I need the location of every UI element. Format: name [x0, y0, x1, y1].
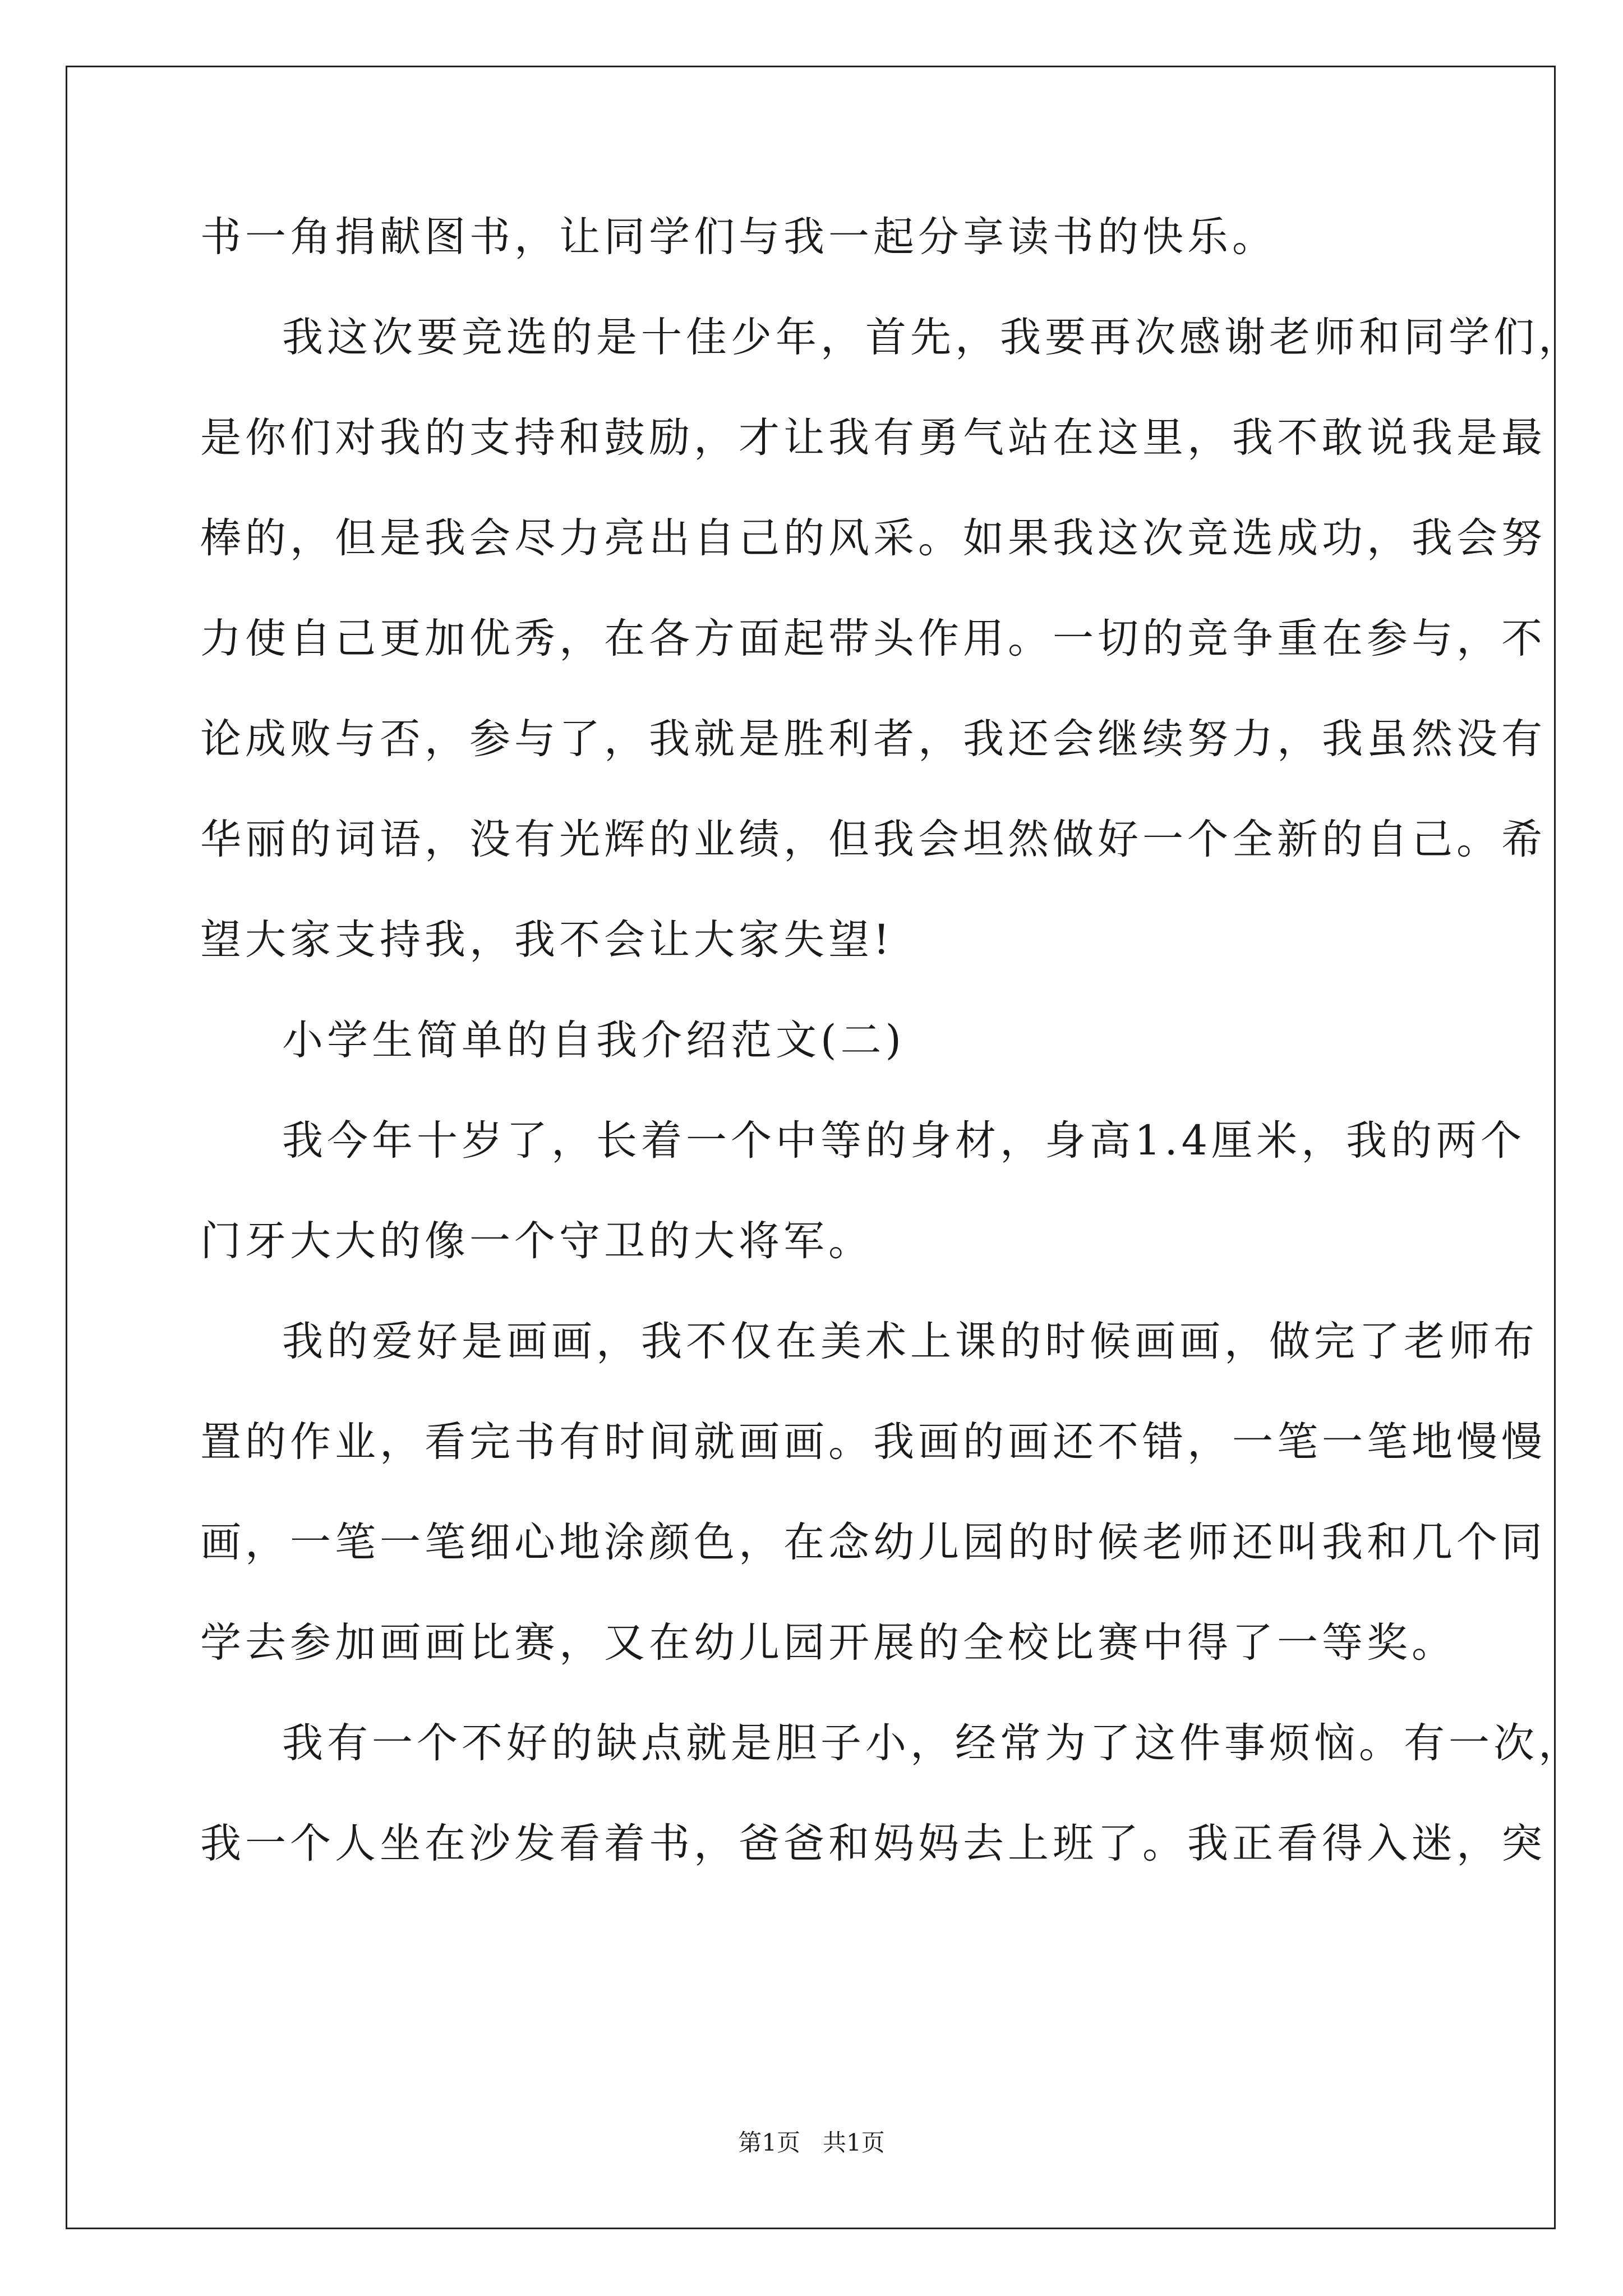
- text-line: 我一个人坐在沙发看着书，爸爸和妈妈去上班了。我正看得入迷，突: [200, 1820, 1546, 1867]
- page-number: 第1页: [738, 2129, 800, 2156]
- text-line: 画，一笔一笔细心地涂颜色，在念幼儿园的时候老师还叫我和几个同: [200, 1519, 1546, 1566]
- text-line: 力使自己更加优秀，在各方面起带头作用。一切的竞争重在参与，不: [200, 615, 1546, 662]
- text-line: 书一角捐献图书，让同学们与我一起分享读书的快乐。: [200, 213, 1277, 261]
- paragraph-start-line: 我这次要竞选的是十佳少年，首先，我要再次感谢老师和同学们，: [282, 314, 1583, 361]
- paragraph-start-line: 我今年十岁了，长着一个中等的身材，身高1.4厘米，我的两个: [282, 1117, 1526, 1165]
- text-line: 棒的，但是我会尽力亮出自己的风采。如果我这次竞选成功，我会努: [200, 514, 1546, 562]
- section-heading: 小学生简单的自我介绍范文(二): [282, 1016, 905, 1064]
- paragraph-start-line: 我的爱好是画画，我不仅在美术上课的时候画画，做完了老师布: [282, 1318, 1538, 1365]
- page-footer: [0, 2126, 1623, 2160]
- text-line: 是你们对我的支持和鼓励，才让我有勇气站在这里，我不敢说我是最: [200, 414, 1546, 462]
- text-line: 学去参加画画比赛，又在幼儿园开展的全校比赛中得了一等奖。: [200, 1619, 1456, 1667]
- page-total: 共1页: [823, 2129, 885, 2156]
- paragraph-start-line: 我有一个不好的缺点就是胆子小，经常为了这件事烦恼。有一次，: [282, 1719, 1583, 1767]
- text-line: 门牙大大的像一个守卫的大将军。: [200, 1217, 873, 1265]
- text-line: 华丽的词语，没有光辉的业绩，但我会坦然做好一个全新的自己。希: [200, 816, 1546, 863]
- text-line: 论成败与否，参与了，我就是胜利者，我还会继续努力，我虽然没有: [200, 715, 1546, 763]
- text-line: 置的作业，看完书有时间就画画。我画的画还不错，一笔一笔地慢慢: [200, 1418, 1546, 1466]
- text-line: 望大家支持我，我不会让大家失望!: [200, 916, 894, 964]
